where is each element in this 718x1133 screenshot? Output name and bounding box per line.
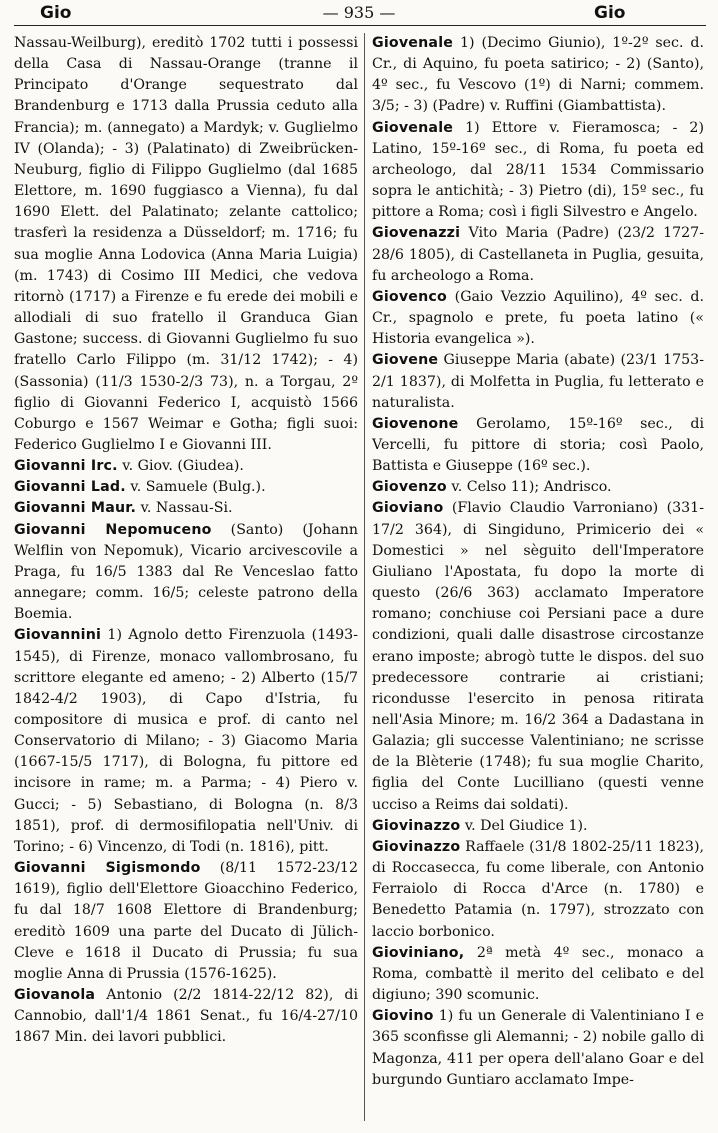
- left-column: [14, 33, 358, 1049]
- running-head-left: Gio: [40, 3, 72, 23]
- entry-giovanni-sigismondo: Giovanni Sigismondo (8/11 1572-23/12 1619), figlio dell'Elettore Gioacchino Federico, fu dal 18/7 1608 Elettore di Brandenburg; ereditò 1609 una parte del Ducato di Jülich-Cleve e 1618 il Ducato di Prussia; fu sua moglie Anna di Prussia (1576-1625).: [14, 860, 358, 982]
- entry-giovino: Giovino 1) fu un Generale di Valentiniano I e 365 sconfisse gli Alemanni; - 2) nobile gallo di Magonza, 411 per opera dell'alano Goar e del burgundo Guntiaro acclamato Impe-: [372, 1008, 704, 1088]
- entry-headword: Gioviniano,: [372, 944, 465, 961]
- running-head-right: Gio: [594, 3, 626, 23]
- entry-giovenale-2: Giovenale 1) Ettore v. Fieramosca; - 2) Latino, 15º-16º sec., di Roma, fu poeta ed archeologo, dal 28/11 1534 Commissario sopra le antichità; - 3) Pietro (di), 15º sec., fu pittore a Roma; così i figli Silvestro e Angelo.: [372, 119, 704, 221]
- entry-headword: Giovanni Nepomuceno: [14, 521, 212, 538]
- entry-headword: Giovanni Sigismondo: [14, 860, 201, 877]
- entry-headword: Giovinazzo: [372, 838, 461, 855]
- entry-gioviano: Gioviano (Flavio Claudio Varroniano) (331-17/2 364), di Singiduno, Primicerio dei « Domestici » nel sèguito dell'Imperatore Giuliano l'Apostata, fu dopo la morte di questo (26/6 363) acclamato Imperatore romano; conchiuse coi Persiani pace a dure condizioni, quali dalle disastrose circostanze erano imposte; abrogò tutte le dispos. del suo predecessore contrarie ai cristiani; ricondusse l'esercito in penosa ritirata nell'Asia Minore; m. 16/2 364 a Dadastana in Galazia; gli successe Valentiniano; ne scrisse de la Blèterie (1748); fu sua moglie Charito, figlia del Conte Lucilliano (questi venne ucciso a Reims dai soldati).: [372, 500, 704, 813]
- column-divider: [364, 33, 365, 1121]
- entry-giovenale-1: Giovenale 1) (Decimo Giunio), 1º-2º sec. d. Cr., di Aquino, fu poeta satirico; - 2) (Santo), 4º sec., fu Vescovo (1º) di Narni; commem. 3/5; - 3) (Padre) v. Ruffini (Giambattista).: [372, 35, 705, 115]
- right-column: [372, 33, 704, 1091]
- entry-giovanola: Giovanola Antonio (2/2 1814-22/12 82), di Cannobio, dall'1/4 1861 Senat., fu 16/4-27/10 1867 Min. dei lavori pubblici.: [14, 987, 358, 1046]
- entry-giovanni-nepomuceno: Giovanni Nepomuceno (Santo) (Johann Welflin von Nepomuk), Vicario arcivescovile a Praga, fu 16/5 1383 dal Re Venceslao fatto annegare; comm. 16/5; celeste patrono della Boemia.: [14, 521, 358, 623]
- entry-giovenco: Giovenco (Gaio Vezzio Aquilino), 4º sec. d. Cr., spagnolo e prete, fu poeta latino (« Historia evangelica »).: [372, 288, 704, 348]
- entry-giovannini: Giovannini 1) Agnolo detto Firenzuola (1493-1545), di Firenze, monaco vallombrosano, fu scrittore elegante ed ameno; - 2) Alberto (15/7 1842-4/2 1903), di Capo d'Istria, fu compositore di musica e prof. di canto nel Conservatorio di Milano; - 3) Giacomo Maria (1667-15/5 1717), di Bologna, fu pittore ed incisore in rame; m. a Parma; - 4) Piero v. Gucci; - 5) Sebastiano, di Bologna (n. 8/3 1851), prof. di dermosifilopatia nell'Univ. di Torino; - 6) Vincenzo, di Todi (n. 1816), pitt.: [14, 627, 358, 855]
- header-rule: [14, 25, 706, 26]
- entry-headword: Giovenco: [372, 288, 447, 305]
- entry-giovene: Giovene Giuseppe Maria (abate) (23/1 1753-2/1 1837), di Molfetta in Puglia, fu letterato e naturalista.: [372, 352, 704, 411]
- entry-headword: Giovenale: [372, 119, 454, 136]
- entry-headword: Giovino: [372, 1008, 434, 1025]
- entry-headword: Giovinazzo: [372, 817, 461, 834]
- entry-headword: Giovenazzi: [372, 225, 461, 242]
- entry-giovanni-irc: Giovanni Irc. v. Giov. (Giudea).: [14, 458, 244, 475]
- entry-gioviniano: Gioviniano, 2ª metà 4º sec., monaco a Roma, combattè il merito del celibato e del digiuno; 390 scomunic.: [372, 944, 704, 1004]
- entry-giovinazzo-1: Giovinazzo v. Del Giudice 1).: [372, 817, 588, 834]
- page-header: [0, 0, 718, 26]
- entry-headword: Giovenale: [372, 35, 454, 51]
- entry-continuation: Nassau-Weilburg), ereditò 1702 tutti i possessi della Casa di Nassau-Orange (tranne il Principato d'Orange sequestrato dal Brandenburg e 1713 dalla Prussia ceduto alla Francia); m. (annegato) a Mardyk; v. Guglielmo IV (Olanda); - 3) (Palatinato) di Zweibrücken-Neuburg, figlio di Filippo Guglielmo (dal 1685 Elettore, m. 1690 fuggiasco a Vienna), fu dal 1690 Elett. del Palatinato; zelante cattolico; trasferì la residenza a Düsseldorf; m. 1716; fu sua moglie Anna Lodovica (Anna Maria Luigia) (m. 1743) di Cosimo III Medici, che vedova ritornò (1717) a Firenze e fu erede dei mobili e allodiali di suo fratello il Granduca Gian Gastone; success. di Giovanni Guglielmo fu suo fratello Carlo Filippo (m. 31/12 1742); - 4) (Sassonia) (11/3 1530-2/3 73), n. a Torgau, 2º figlio di Giovanni Federico I, acquistò 1566 Coburgo e 1567 Weimar e Gotha; figli suoi: Federico Guglielmo I e Giovanni III.: [14, 35, 358, 453]
- entry-headword: Giovenone: [372, 415, 459, 432]
- entry-giovenazzi: Giovenazzi Vito Maria (Padre) (23/2 1727-28/6 1805), di Castellaneta in Puglia, gesuita, fu archeologo a Roma.: [372, 225, 704, 284]
- entry-headword: Giovanola: [14, 987, 96, 1004]
- entry-headword: Giovenzo: [372, 479, 447, 496]
- page-number: — 935 —: [322, 3, 396, 22]
- entry-headword: Giovene: [372, 352, 439, 369]
- entry-headword: Giovanni Lad.: [14, 479, 126, 496]
- entry-giovinazzo-2: Giovinazzo Raffaele (31/8 1802-25/11 1823), di Roccasecca, fu come liberale, con Antonio Ferraiolo di Rocca d'Arce (n. 1780) e Benedetto Patamia (n. 1797), strozzato con laccio borbonico.: [372, 838, 704, 940]
- entry-giovenzo: Giovenzo v. Celso 11); Andrisco.: [372, 479, 612, 496]
- entry-headword: Gioviano: [372, 500, 444, 517]
- entry-headword: Giovanni Maur.: [14, 500, 137, 517]
- entry-giovanni-lad: Giovanni Lad. v. Samuele (Bulg.).: [14, 479, 266, 496]
- entry-giovenone: Giovenone Gerolamo, 15º-16º sec., di Vercelli, fu pittore di storia; così Paolo, Battista e Giuseppe (16º sec.).: [372, 415, 704, 475]
- entry-headword: Giovannini: [14, 627, 102, 644]
- entry-headword: Giovanni Irc.: [14, 458, 118, 475]
- entry-giovanni-maur: Giovanni Maur. v. Nassau-Si.: [14, 500, 233, 517]
